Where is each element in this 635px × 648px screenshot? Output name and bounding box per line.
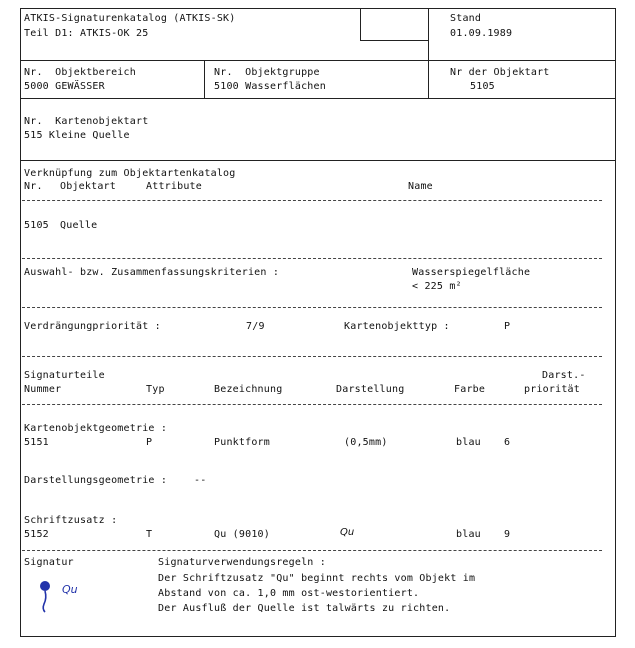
auswahl-value-1: Wasserspiegelfläche bbox=[412, 267, 531, 278]
rule-line-2: Abstand von ca. 1,0 mm ost-westorientiert. bbox=[158, 588, 420, 599]
col-nummer: Nummer bbox=[24, 384, 62, 395]
col-farbe: Farbe bbox=[454, 384, 486, 395]
geo-prioritaet: 6 bbox=[504, 437, 511, 448]
schrift-bezeichnung: Qu (9010) bbox=[214, 529, 270, 540]
objektart-nr-value: 5105 bbox=[470, 81, 495, 92]
objektgruppe-label: Nr. Objektgruppe bbox=[214, 67, 320, 78]
col-bezeichnung: Bezeichnung bbox=[214, 384, 283, 395]
frame-left bbox=[20, 8, 21, 636]
schrift-farbe: blau bbox=[456, 529, 481, 540]
row3-separator bbox=[20, 160, 616, 161]
rule-line-1: Der Schriftzusatz "Qu" beginnt rechts vom Objekt im bbox=[158, 573, 476, 584]
col-typ: Typ bbox=[146, 384, 165, 395]
auswahl-value-2: < 225 m² bbox=[412, 281, 462, 292]
schrift-nr: 5152 bbox=[24, 529, 49, 540]
kartenobjekttyp-value: P bbox=[504, 321, 511, 332]
header-divider-2 bbox=[428, 8, 429, 60]
verknuepfung-col-name: Name bbox=[408, 181, 433, 192]
kartenobjektgeometrie-title: Kartenobjektgeometrie : bbox=[24, 423, 168, 434]
frame-bottom bbox=[20, 636, 616, 637]
stand-label: Stand bbox=[450, 13, 482, 24]
rules-title: Signaturverwendungsregeln : bbox=[158, 557, 326, 568]
geo-typ: P bbox=[146, 437, 153, 448]
header-divider-1 bbox=[360, 8, 361, 40]
geo-nr: 5151 bbox=[24, 437, 49, 448]
kartenobjektart-value: 515 Kleine Quelle bbox=[24, 130, 130, 141]
catalog-title: ATKIS-Signaturenkatalog (ATKIS-SK) bbox=[24, 13, 236, 24]
kartenobjekttyp-label: Kartenobjekttyp : bbox=[344, 321, 450, 332]
col-darstellung: Darstellung bbox=[336, 384, 405, 395]
row2-divider-1 bbox=[204, 60, 205, 98]
darstellungsgeometrie-title: Darstellungsgeometrie : bbox=[24, 475, 168, 486]
stand-date: 01.09.1989 bbox=[450, 28, 513, 39]
row2-divider-2 bbox=[428, 60, 429, 98]
verdraengung-end-rule bbox=[22, 356, 602, 357]
darst-header: Darst.- bbox=[542, 370, 586, 381]
geo-bezeichnung: Punktform bbox=[214, 437, 270, 448]
quelle-label-sample: Qu bbox=[62, 583, 78, 596]
verknuepfung-entry-objektart: Quelle bbox=[60, 220, 98, 231]
verknuepfung-col-attribute: Attribute bbox=[146, 181, 202, 192]
catalog-part: Teil D1: ATKIS-OK 25 bbox=[24, 28, 149, 39]
verdraengung-label: Verdrängungpriorität : bbox=[24, 321, 161, 332]
header-separator bbox=[20, 60, 616, 61]
col-prioritaet: priorität bbox=[524, 384, 580, 395]
geo-farbe: blau bbox=[456, 437, 481, 448]
auswahl-label: Auswahl- bzw. Zusammenfassungskriterien : bbox=[24, 267, 280, 278]
kartenobjektart-label: Nr. Kartenobjektart bbox=[24, 116, 149, 127]
verknuepfung-header-rule bbox=[22, 200, 602, 201]
auswahl-end-rule bbox=[22, 307, 602, 308]
header-underline bbox=[360, 40, 428, 41]
verknuepfung-end-rule bbox=[22, 258, 602, 259]
schrift-typ: T bbox=[146, 529, 153, 540]
verknuepfung-title: Verknüpfung zum Objektartenkatalog bbox=[24, 168, 236, 179]
verknuepfung-entry-nr: 5105 bbox=[24, 220, 49, 231]
verknuepfung-col-nr: Nr. bbox=[24, 181, 43, 192]
objektbereich-label: Nr. Objektbereich bbox=[24, 67, 136, 78]
rule-line-3: Der Ausfluß der Quelle ist talwärts zu richten. bbox=[158, 603, 451, 614]
objektgruppe-value: 5100 Wasserflächen bbox=[214, 81, 326, 92]
quelle-point-icon bbox=[38, 580, 58, 614]
signaturteile-header-rule bbox=[22, 404, 602, 405]
verdraengung-value: 7/9 bbox=[246, 321, 265, 332]
schrift-prioritaet: 9 bbox=[504, 529, 511, 540]
signatur-label: Signatur bbox=[24, 557, 74, 568]
darstellungsgeometrie-value: -- bbox=[194, 475, 207, 486]
objektbereich-value: 5000 GEWÄSSER bbox=[24, 81, 105, 92]
schrift-darstellung-sample: Qu bbox=[340, 527, 355, 538]
objektart-nr-label: Nr der Objektart bbox=[450, 67, 550, 78]
geo-darstellung: (0,5mm) bbox=[344, 437, 388, 448]
row2-separator bbox=[20, 98, 616, 99]
frame-right bbox=[615, 8, 616, 636]
verknuepfung-col-objektart: Objektart bbox=[60, 181, 116, 192]
schriftzusatz-end-rule bbox=[22, 550, 602, 551]
schriftzusatz-title: Schriftzusatz : bbox=[24, 515, 118, 526]
signaturteile-title: Signaturteile bbox=[24, 370, 105, 381]
frame-top bbox=[20, 8, 616, 9]
